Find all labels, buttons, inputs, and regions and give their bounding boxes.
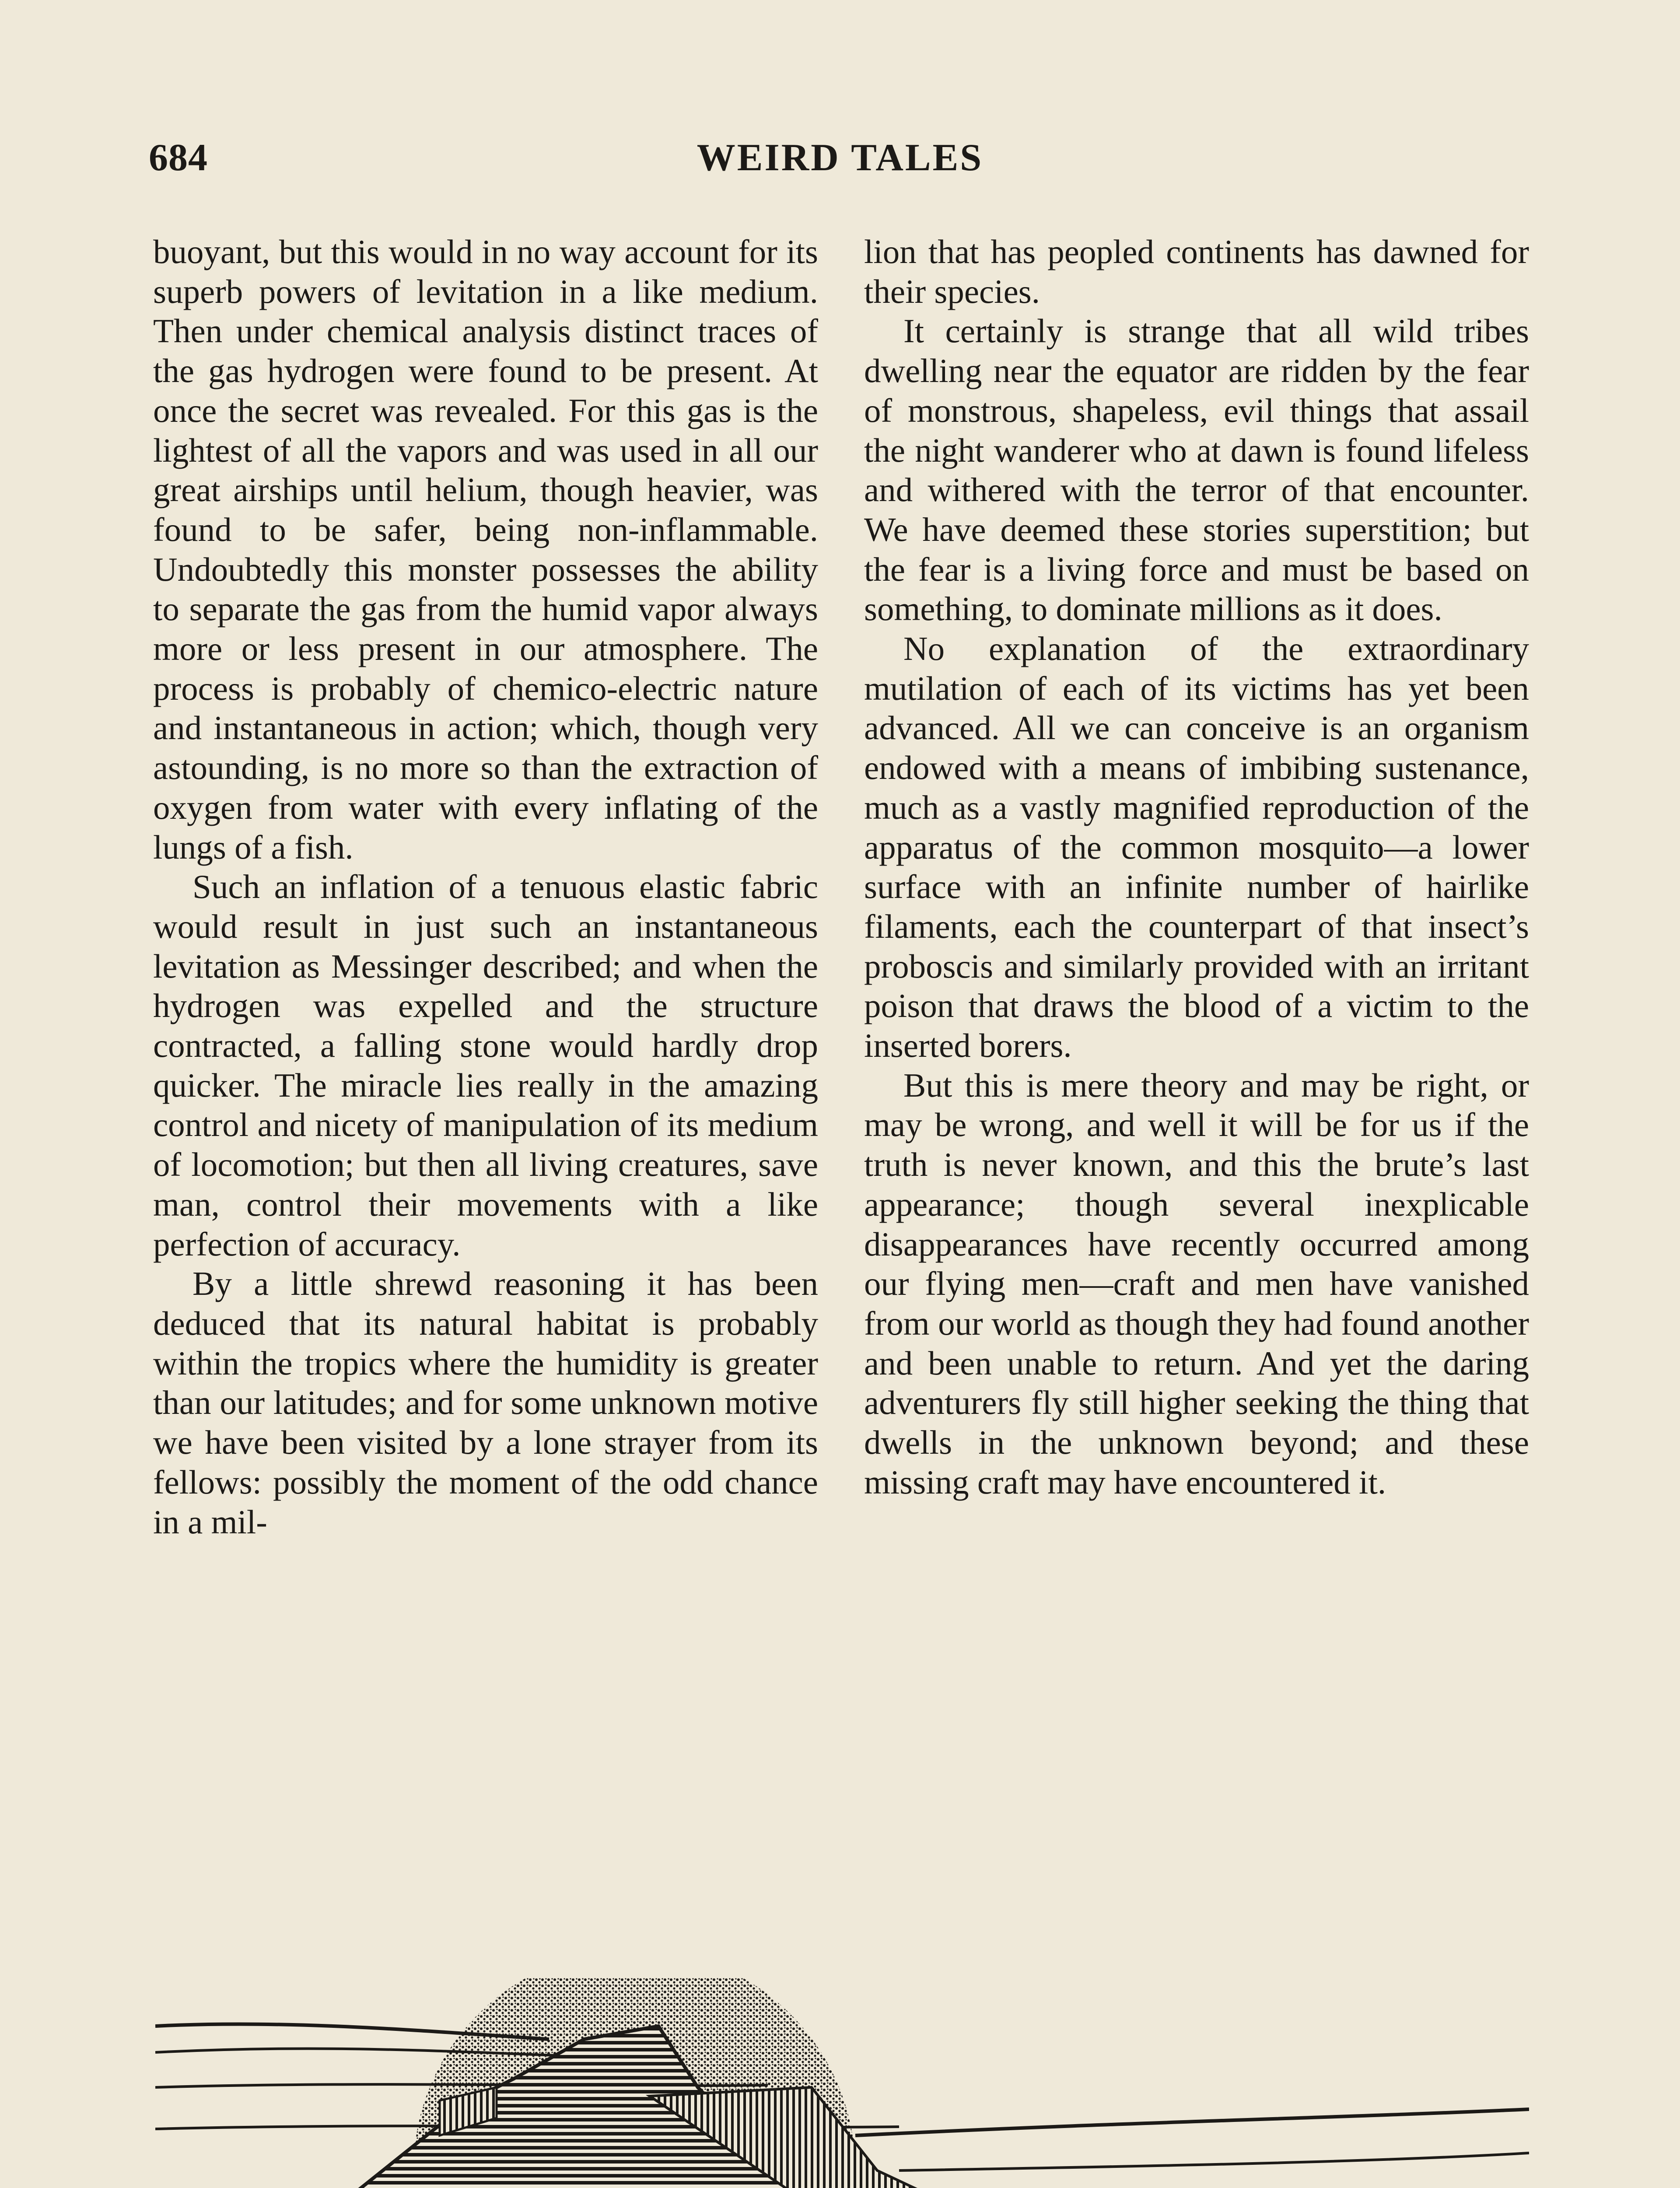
paragraph: It certainly is strange that all wild tribes dwelling near the equator are ridden by the fear of monstrous, shapeless, evil things that assail the night wanderer who at dawn is found lifeless and withered with the terror of that encounter. We have deemed these stories superstition; but the fear is a living force and must be based on something, to dominate millions as it does. <box>864 312 1529 628</box>
paragraph: But this is mere theory and may be right, or may be wrong, and well it will be for us if the truth is never known, and this the brute’s last appearance; though several inexplicable disappearances have recently occurred among our flying men—craft and men have vanished from our world as though they had found another and been unable to return. And yet the daring adventurers fly still higher seeking the thing that dwells in the unknown beyond; and these missing craft may have encountered it. <box>864 1066 1529 1501</box>
paragraph: Such an inflation of a tenuous elastic fabric would result in just such an instantaneous levitation as Messinger described; and when the hydrogen was expelled and the structure contracted, a falling stone would hardly drop quicker. The miracle lies really in the amazing control and nicety of manipulation of its medium of locomotion; but then all living creatures, save man, control their movements with a like perfection of accuracy. <box>153 868 818 1263</box>
paragraph: No explanation of the extraordinary mutilation of each of its victims has yet been advanced. All we can conceive is an organism endowed with a means of imbibing sustenance, much as a vastly magnified reproduction of the apparatus of the common mosquito—a lower surface with an infinite number of hairlike filaments, each the counterpart of that insect’s proboscis and similarly provided with an irritant poison that draws the blood of a victim to the inserted borers. <box>864 630 1529 1065</box>
left-column <box>153 232 818 1542</box>
paragraph: lion that has peopled continents has dawned for their species. <box>864 233 1529 310</box>
paragraph: By a little shrewd reasoning it has been deduced that its natural habitat is probably within the tropics where the humidity is greater than our latitudes; and for some unknown motive we have been visited by a lone strayer from its fellows: possibly the moment of the odd chance in a mil- <box>153 1265 818 1541</box>
page-header <box>149 131 1531 184</box>
running-title: WEIRD TALES <box>696 137 984 179</box>
right-column <box>864 232 1529 1502</box>
page-number: 684 <box>149 137 208 179</box>
paragraph: buoyant, but this would in no way account for its superb powers of levitation in a like medium. Then under chemical analysis distinct traces of the gas hydrogen were found to be present. At once the secret was revealed. For this gas is the lightest of all the vapors and was used in all our great airships until helium, though heavier, was found to be safer, being non-inflammable. Undoubtedly this monster possesses the ability to separate the gas from the humid vapor always more or less present in our atmosphere. The process is probably of chemico-electric nature and instantaneous in action; which, though very astounding, is no more so than the extraction of oxygen from water with every inflating of the lungs of a fish. <box>153 233 818 866</box>
landscape-illustration <box>155 1978 1529 2188</box>
ridge-striped <box>650 2087 1529 2188</box>
